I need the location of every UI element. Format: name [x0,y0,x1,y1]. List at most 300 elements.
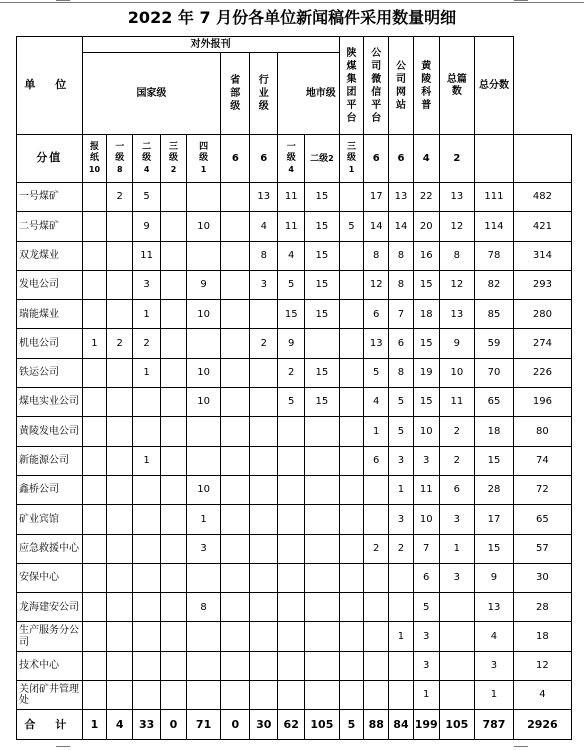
table-cell: 5 [389,417,414,446]
table-cell [221,681,250,710]
table-cell [133,681,161,710]
industry-header: 行业级 [250,53,278,135]
table-row [17,563,572,592]
unit-name: 双龙煤业 [17,241,83,270]
sub-header: 四级 1 [186,135,220,183]
table-cell [364,505,389,534]
table-cell [82,388,107,417]
table-cell [161,212,187,241]
score-label: 分值 [17,135,83,183]
table-cell [133,534,161,563]
table-cell [186,183,220,212]
table-cell: 30 [513,563,571,592]
total-cell: 105 [305,710,339,740]
table-cell [250,505,278,534]
table-cell [339,563,364,592]
score-row [17,135,572,183]
unit-name: 技术中心 [17,651,83,680]
unit-name: 龙海建安公司 [17,593,83,622]
table-cell: 8 [389,270,414,299]
table-cell: 17 [475,505,514,534]
table-row [17,329,572,358]
table-cell [250,417,278,446]
total-cell: 787 [475,710,514,740]
table-cell: 15 [413,388,439,417]
table-cell [186,417,220,446]
table-cell [186,563,220,592]
table-cell [82,183,107,212]
table-cell [133,388,161,417]
table-cell: 1 [364,417,389,446]
table-cell: 1 [133,300,161,329]
table-cell: 13 [364,329,389,358]
unit-name: 一号煤矿 [17,183,83,212]
industry-score: 6 [250,135,278,183]
table-cell: 15 [278,300,305,329]
table-cell: 111 [475,183,514,212]
table-cell: 2 [107,329,133,358]
table-cell [339,505,364,534]
crop-mark [56,746,70,747]
table-row [17,622,572,651]
table-cell: 9 [439,329,474,358]
table-cell [439,681,474,710]
table-cell [161,593,187,622]
table-cell: 15 [305,358,339,387]
table-cell: 78 [475,241,514,270]
table-cell [439,622,474,651]
table-cell: 65 [513,505,571,534]
table-cell [161,563,187,592]
table-cell: 4 [513,681,571,710]
table-cell: 13 [439,183,474,212]
table-cell [278,681,305,710]
table-cell: 3 [389,446,414,475]
total-label: 合 计 [17,710,83,740]
table-cell: 15 [305,241,339,270]
table-cell [161,651,187,680]
table-cell: 8 [389,241,414,270]
table-cell [107,446,133,475]
table-cell [161,300,187,329]
table-cell: 12 [439,212,474,241]
table-cell: 1 [186,505,220,534]
table-cell [339,593,364,622]
table-cell [250,475,278,504]
table-cell [339,622,364,651]
table-cell: 57 [513,534,571,563]
table-cell [107,563,133,592]
table-cell: 8 [186,593,220,622]
table-cell: 19 [413,358,439,387]
total-cell: 105 [439,710,474,740]
table-cell: 7 [389,300,414,329]
city-sub-header: 一级 4 [278,135,305,183]
table-cell: 10 [186,475,220,504]
table-cell [82,681,107,710]
table-cell: 6 [364,300,389,329]
table-cell: 293 [513,270,571,299]
table-cell [161,358,187,387]
table-cell: 274 [513,329,571,358]
table-cell: 3 [389,505,414,534]
table-cell [161,183,187,212]
table-cell: 5 [339,212,364,241]
unit-name: 发电公司 [17,270,83,299]
table-cell: 3 [439,505,474,534]
table-cell: 13 [439,300,474,329]
table-cell [221,651,250,680]
unit-name: 安保中心 [17,563,83,592]
table-cell [339,270,364,299]
table-cell: 2 [439,446,474,475]
table-cell [339,681,364,710]
table-cell [305,563,339,592]
table-cell: 18 [513,622,571,651]
table-cell: 17 [364,183,389,212]
table-cell [161,505,187,534]
table-cell [339,241,364,270]
table-cell: 15 [475,446,514,475]
unit-name: 生产服务分公司 [17,622,83,651]
table-cell [133,622,161,651]
table-cell: 10 [186,300,220,329]
table-cell [250,300,278,329]
table-cell: 20 [413,212,439,241]
table-cell [339,475,364,504]
table-cell [133,417,161,446]
table-cell: 3 [413,651,439,680]
table-cell [389,681,414,710]
table-row [17,358,572,387]
table-cell [278,593,305,622]
total-cell: 0 [221,710,250,740]
unit-name: 应急救援中心 [17,534,83,563]
table-row [17,475,572,504]
table-cell [82,417,107,446]
table-cell: 80 [513,417,571,446]
table-cell: 10 [186,212,220,241]
table-cell: 196 [513,388,571,417]
total-cell: 88 [364,710,389,740]
table-cell [82,241,107,270]
total-cell: 71 [186,710,220,740]
table-cell [133,563,161,592]
table-cell [186,651,220,680]
table-cell: 2 [439,417,474,446]
table-cell [250,681,278,710]
table-cell: 12 [364,270,389,299]
page-title: 2022 年 7 月份各单位新闻稿件采用数量明细 [127,8,457,27]
table-cell [305,534,339,563]
huangling-score: 2 [439,135,474,183]
table-cell [221,534,250,563]
table-cell: 65 [475,388,514,417]
table-cell: 11 [278,212,305,241]
table-cell: 15 [475,534,514,563]
table-cell [364,651,389,680]
table-cell [389,651,414,680]
table-cell: 11 [439,388,474,417]
table-cell: 3 [133,270,161,299]
group-platform-score: 6 [364,135,389,183]
table-cell [107,651,133,680]
table-cell [389,563,414,592]
table-cell [278,446,305,475]
table-cell: 1 [133,358,161,387]
report-table [16,36,572,740]
table-cell [186,446,220,475]
table-cell: 11 [413,475,439,504]
table-cell [107,593,133,622]
unit-name: 关闭矿井管理处 [17,681,83,710]
table-cell [221,417,250,446]
table-cell [107,300,133,329]
table-cell [221,358,250,387]
table-cell [82,212,107,241]
table-cell [305,681,339,710]
table-cell [161,446,187,475]
table-cell: 3 [439,563,474,592]
table-row [17,681,572,710]
table-cell: 28 [475,475,514,504]
table-cell: 3 [250,270,278,299]
table-cell [107,417,133,446]
table-cell [439,651,474,680]
table-cell: 18 [413,300,439,329]
table-cell [221,300,250,329]
city-sub-header: 三级 1 [339,135,364,183]
table-cell [82,622,107,651]
table-cell: 59 [475,329,514,358]
table-cell [221,241,250,270]
unit-name: 黄陵发电公司 [17,417,83,446]
table-cell: 2 [133,329,161,358]
table-cell: 13 [389,183,414,212]
table-cell [364,593,389,622]
table-cell: 314 [513,241,571,270]
table-cell: 7 [413,534,439,563]
table-cell [250,651,278,680]
table-cell [133,505,161,534]
table-cell [82,505,107,534]
table-cell: 1 [82,329,107,358]
table-cell: 4 [250,212,278,241]
table-cell [82,593,107,622]
table-cell: 12 [513,651,571,680]
table-cell [305,475,339,504]
wechat-header: 公司微信平台 [364,37,389,135]
table-cell [161,534,187,563]
table-cell: 1 [475,681,514,710]
table-cell: 28 [513,593,571,622]
table-cell [82,534,107,563]
table-cell [82,358,107,387]
total-cell: 84 [389,710,414,740]
table-cell: 5 [413,593,439,622]
table-cell [186,241,220,270]
table-cell [339,534,364,563]
table-cell [339,329,364,358]
table-cell [278,622,305,651]
table-row [17,241,572,270]
table-cell: 14 [389,212,414,241]
table-row [17,388,572,417]
table-cell [278,475,305,504]
table-cell [278,563,305,592]
table-cell [133,651,161,680]
table-cell [278,534,305,563]
city-sub-header: 二级2 [305,135,339,183]
table-cell [82,300,107,329]
table-cell [339,358,364,387]
table-cell: 4 [364,388,389,417]
unit-name: 铁运公司 [17,358,83,387]
table-cell [107,270,133,299]
total-cell: 1 [82,710,107,740]
table-row [17,183,572,212]
table-cell: 15 [305,212,339,241]
table-cell [221,212,250,241]
table-row [17,300,572,329]
table-cell [161,270,187,299]
table-cell [107,241,133,270]
table-cell: 8 [364,241,389,270]
provincial-header: 省部级 [221,53,250,135]
table-cell [107,505,133,534]
total-cell: 2926 [513,710,571,740]
table-cell: 280 [513,300,571,329]
table-cell: 6 [389,329,414,358]
total-cell: 62 [278,710,305,740]
table-row [17,505,572,534]
table-cell: 10 [413,417,439,446]
table-cell: 70 [475,358,514,387]
total-cell: 199 [413,710,439,740]
table-cell [107,681,133,710]
table-cell [364,681,389,710]
table-cell [305,329,339,358]
table-cell [250,446,278,475]
table-cell [82,651,107,680]
table-cell [305,505,339,534]
table-cell [339,183,364,212]
table-cell [186,681,220,710]
total-row [17,710,572,740]
crop-mark [514,0,528,1]
table-cell: 1 [389,475,414,504]
table-cell [221,622,250,651]
huangling-header: 黄陵科普 [413,37,439,135]
table-cell [339,446,364,475]
table-cell: 2 [107,183,133,212]
table-cell [221,329,250,358]
table-cell [107,388,133,417]
table-cell [389,593,414,622]
table-cell [161,241,187,270]
table-cell: 1 [413,681,439,710]
national-header: 国家级 [82,53,221,135]
total-cell: 5 [339,710,364,740]
unit-name: 二号煤矿 [17,212,83,241]
total-cell: 30 [250,710,278,740]
table-row [17,417,572,446]
unit-name: 煤电实业公司 [17,388,83,417]
table-cell [305,622,339,651]
table-cell: 10 [186,358,220,387]
table-cell [250,388,278,417]
table-cell: 13 [475,593,514,622]
table-cell: 4 [278,241,305,270]
table-cell [339,417,364,446]
table-row [17,534,572,563]
sub-header: 二级 4 [133,135,161,183]
table-cell [339,388,364,417]
table-cell [221,270,250,299]
table-cell: 18 [475,417,514,446]
table-cell [161,388,187,417]
table-cell [161,329,187,358]
table-cell [186,329,220,358]
table-cell: 15 [413,329,439,358]
total-score-header: 总分数 [475,37,514,135]
table-cell: 9 [475,563,514,592]
table-cell: 2 [250,329,278,358]
table-cell: 5 [364,358,389,387]
website-score: 4 [413,135,439,183]
sub-header: 三级 2 [161,135,187,183]
table-cell: 3 [186,534,220,563]
table-cell: 114 [475,212,514,241]
table-cell [161,681,187,710]
table-cell: 5 [133,183,161,212]
table-cell: 1 [133,446,161,475]
table-cell [250,593,278,622]
table-cell [221,505,250,534]
table-cell: 3 [413,446,439,475]
table-cell: 3 [475,651,514,680]
crop-mark [56,0,70,1]
crop-mark [514,746,528,747]
table-cell [221,388,250,417]
table-row [17,212,572,241]
divider [0,2,584,3]
table-cell [250,563,278,592]
table-cell: 3 [413,622,439,651]
table-cell: 2 [389,534,414,563]
table-cell [82,475,107,504]
table-cell [305,417,339,446]
sub-header: 报纸 10 [82,135,107,183]
total-cell: 4 [107,710,133,740]
table-cell: 15 [305,388,339,417]
table-cell [186,622,220,651]
table-cell: 10 [413,505,439,534]
table-cell [250,358,278,387]
table-cell: 15 [305,300,339,329]
table-cell [82,563,107,592]
wechat-score: 6 [389,135,414,183]
table-cell: 1 [389,622,414,651]
table-cell: 2 [278,358,305,387]
table-cell [107,475,133,504]
total-cell: 33 [133,710,161,740]
table-cell [364,475,389,504]
table-cell [221,563,250,592]
total-cell: 0 [161,710,187,740]
table-cell [161,622,187,651]
table-cell: 11 [133,241,161,270]
